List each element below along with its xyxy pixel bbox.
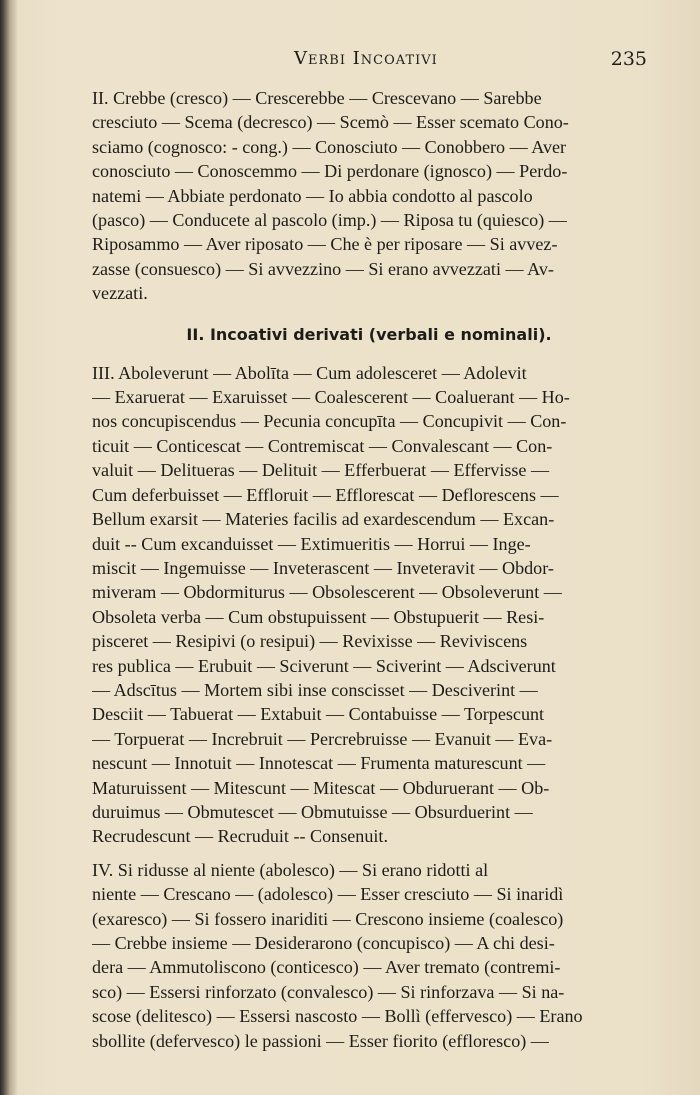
text-line: — Torpuerat — Increbruit — Percrebruisse — Evanuit — Eva- <box>92 728 553 749</box>
running-title: Verbi Incoativi <box>294 48 438 69</box>
text-line: III. Aboleverunt — Abolīta — Cum adolesceret — Adolevit <box>92 362 527 383</box>
text-line: IV. Si ridusse al niente (abolesco) — Si erano ridotti al <box>92 859 489 880</box>
section-subheading: II. Incoativi derivati (verbali e nominali). <box>186 324 552 344</box>
text-line: — Adscītus — Mortem sibi inse conscisset — Desciverint — <box>92 679 538 700</box>
text-line: II. Crebbe (cresco) — Crescerebbe — Crescevano — Sarebbe <box>92 88 542 108</box>
text-line: Maturuissent — Mitescunt — Mitescat — Obduruerant — Ob- <box>92 777 550 798</box>
text-line: duit -- Cum excanduisset — Extimueritis — Horrui — Inge- <box>92 533 531 554</box>
text-line: (pasco) — Conducete al pascolo (imp.) — Riposa tu (quiesco) — <box>92 210 567 231</box>
paragraph-section-iv <box>92 858 646 1053</box>
text-line: Obsoleta verba — Cum obstupuissent — Obstupuerit — Resi- <box>92 606 545 627</box>
text-line: sbollite (defervesco) le passioni — Esser fiorito (effloresco) — <box>92 1030 549 1051</box>
page-number: 235 <box>610 48 647 70</box>
page-header <box>92 48 647 76</box>
text-line: duruimus — Obmutescet — Obmutuisse — Obsurduerint — <box>92 801 533 822</box>
page-binding-edge <box>0 0 18 1095</box>
text-line: scose (delitesco) — Essersi nascosto — Bollì (effervesco) — Erano <box>92 1006 583 1027</box>
text-line: sco) — Essersi rinforzato (convalesco) — Si rinforzava — Si na- <box>92 981 565 1002</box>
text-line: Cum deferbuisset — Effloruit — Efflorescat — Deflorescens — <box>92 484 559 505</box>
text-line: — Crebbe insieme — Desiderarono (concupisco) — A chi desi- <box>92 933 555 953</box>
text-line: miveram — Obdormiturus — Obsolescerent — Obsoleverunt — <box>92 582 562 603</box>
text-line: zasse (consuesco) — Si avvezzino — Si erano avvezzati — Av- <box>92 258 554 279</box>
text-line: valuit — Delitueras — Delituit — Efferbuerat — Effervisse — <box>92 460 550 481</box>
text-line: sciamo (cognosco: - cong.) — Conosciuto — Conobbero — Aver <box>92 136 567 157</box>
text-line: nos concupiscendus — Pecunia concupīta — Concupivit — Con- <box>92 411 567 432</box>
text-line: (exaresco) — Si fossero inariditi — Crescono insieme (coalesco) <box>92 908 564 929</box>
body-text <box>92 86 646 1053</box>
text-line: conosciuto — Conoscemmo — Di perdonare (ignosco) — Perdo- <box>92 161 568 182</box>
text-line: ticuit — Conticescat — Contremiscat — Convalescant — Con- <box>92 435 553 456</box>
text-line: nescunt — Innotuit — Innotescat — Frumenta maturescunt — <box>92 753 546 774</box>
text-line: vezzati. <box>92 283 148 304</box>
text-line: pisceret — Resipivi (o resipui) — Revixisse — Reviviscens <box>92 631 528 652</box>
text-line: dera — Ammutoliscono (conticesco) — Aver tremato (contremi- <box>92 957 561 978</box>
paragraph-section-ii <box>92 86 646 306</box>
text-line: Bellum exarsit — Materies facilis ad exardescendum — Excan- <box>92 509 555 530</box>
text-line: Desciit — Tabuerat — Extabuit — Contabuisse — Torpescunt <box>92 704 545 725</box>
paragraph-section-iii <box>92 361 646 849</box>
text-line: natemi — Abbiate perdonato — Io abbia condotto al pascolo <box>92 185 533 206</box>
text-line: Recrudescunt — Recruduit -- Consenuit. <box>92 826 388 847</box>
text-line: res publica — Erubuit — Sciverunt — Sciverint — Adsciverunt <box>92 655 556 676</box>
text-line: miscit — Ingemuisse — Inveterascent — Inveteravit — Obdor- <box>92 557 554 578</box>
text-line: cresciuto — Scema (decresco) — Scemò — Esser scemato Cono- <box>92 112 569 133</box>
text-line: — Exaruerat — Exaruisset — Coalescerent — Coaluerant — Ho- <box>92 387 570 408</box>
text-line: niente — Crescano — (adolesco) — Esser cresciuto — Si inaridì <box>92 884 564 905</box>
text-line: Riposammo — Aver riposato — Che è per riposare — Si avvez- <box>92 234 558 255</box>
